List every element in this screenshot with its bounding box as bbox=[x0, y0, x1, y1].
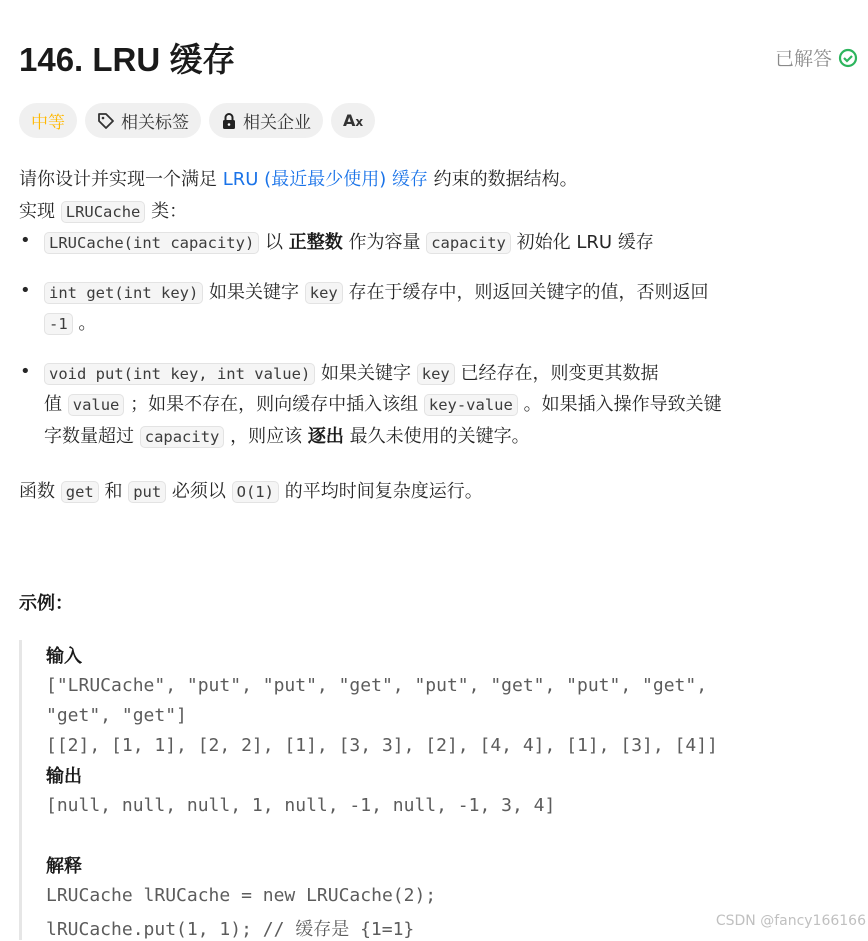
text-segment: key bbox=[417, 363, 455, 385]
solved-label: 已解答 bbox=[774, 48, 832, 70]
bullet-item bbox=[44, 362, 658, 386]
input-line: "get", "get"] bbox=[46, 705, 187, 726]
bullet-icon: • bbox=[20, 361, 31, 382]
translate-button[interactable] bbox=[331, 103, 375, 138]
explain-label: 解释 bbox=[46, 856, 82, 877]
bullet-item bbox=[44, 281, 709, 305]
text-segment: 如果关键字 bbox=[203, 282, 305, 303]
check-circle-icon bbox=[838, 48, 858, 68]
example-quote-border bbox=[19, 640, 22, 940]
example-heading: 示例： bbox=[19, 593, 73, 614]
text-segment: ，则应该 bbox=[224, 426, 308, 447]
companies-label: 相关企业 bbox=[243, 113, 311, 133]
difficulty-label: 中等 bbox=[31, 113, 65, 133]
text-segment: capacity bbox=[426, 232, 511, 254]
topics-tag-button[interactable] bbox=[85, 103, 201, 138]
tag-icon bbox=[97, 112, 115, 130]
text-segment: 必须以 bbox=[166, 481, 232, 502]
explain-line: LRUCache lRUCache = new LRUCache(2); bbox=[46, 885, 437, 906]
text-segment: O(1) bbox=[232, 481, 279, 503]
description-line bbox=[19, 168, 578, 192]
bullet-item bbox=[44, 231, 654, 255]
difficulty-badge bbox=[19, 103, 77, 138]
text-segment: 字数量超过 bbox=[44, 426, 140, 447]
text-segment: ；如果不存在，则向缓存中插入该组 bbox=[124, 394, 424, 415]
text-segment: put bbox=[128, 481, 166, 503]
text-segment: 实现 bbox=[19, 201, 61, 222]
text-segment: 正整数 bbox=[288, 232, 343, 253]
text-segment: 如果关键字 bbox=[315, 363, 417, 384]
text-segment: 最久未使用的关键字。 bbox=[343, 426, 530, 447]
tag-row bbox=[19, 103, 375, 138]
text-segment: 。 bbox=[72, 313, 97, 334]
text-segment: -1 bbox=[44, 313, 73, 335]
text-segment: 。如果插入操作导致关键 bbox=[517, 394, 722, 415]
output-label: 输出 bbox=[46, 766, 82, 787]
text-segment: 初始化 LRU 缓存 bbox=[510, 232, 654, 253]
companies-tag-button[interactable] bbox=[209, 103, 323, 138]
text-segment: 和 bbox=[98, 481, 129, 502]
solved-status bbox=[775, 44, 858, 71]
lock-icon bbox=[221, 112, 237, 130]
text-segment: 已经存在，则变更其数据 bbox=[454, 363, 659, 384]
description-line bbox=[19, 200, 187, 224]
bullet-icon: • bbox=[20, 280, 31, 301]
text-segment: int get(int key) bbox=[44, 282, 203, 304]
text-segment: get bbox=[61, 481, 99, 503]
topics-label: 相关标签 bbox=[121, 113, 189, 133]
text-segment: key-value bbox=[424, 394, 518, 416]
lru-link[interactable]: LRU (最近最少使用) 缓存 bbox=[222, 169, 428, 190]
text-segment: 值 bbox=[44, 394, 68, 415]
explain-line: lRUCache.put(1, 1); // 缓存是 {1=1} bbox=[46, 919, 415, 940]
text-segment: key bbox=[305, 282, 343, 304]
bullet-item-cont bbox=[44, 425, 530, 449]
bullet-icon: • bbox=[20, 230, 31, 251]
text-segment: 逐出 bbox=[307, 426, 344, 447]
input-label: 输入 bbox=[46, 646, 82, 667]
text-segment: 的平均时间复杂度运行。 bbox=[278, 481, 483, 502]
input-line: [[2], [1, 1], [2, 2], [1], [3, 3], [2], [4, 4], [1], [3], [4]] bbox=[46, 735, 718, 756]
text-segment: 存在于缓存中，则返回关键字的值，否则返回 bbox=[342, 282, 709, 303]
bullet-item-cont bbox=[44, 393, 722, 417]
text-segment: value bbox=[68, 394, 125, 416]
text-segment: 类： bbox=[145, 201, 188, 222]
translate-icon: Ax bbox=[343, 111, 364, 130]
text-segment: void put(int key, int value) bbox=[44, 363, 315, 385]
text-segment: LRUCache(int capacity) bbox=[44, 232, 259, 254]
text-segment: 作为容量 bbox=[342, 232, 427, 253]
input-line: ["LRUCache", "put", "put", "get", "put", "get", "put", "get", bbox=[46, 675, 708, 696]
text-segment: 函数 bbox=[19, 481, 61, 502]
complexity-line bbox=[19, 480, 483, 504]
text-segment: 约束的数据结构。 bbox=[427, 169, 578, 190]
watermark: CSDN @fancy166166 bbox=[715, 913, 866, 929]
text-segment: 请你设计并实现一个满足 bbox=[19, 169, 223, 190]
page-title: 146. LRU 缓存 bbox=[19, 41, 236, 78]
text-segment: capacity bbox=[140, 426, 225, 448]
text-segment: 以 bbox=[259, 232, 289, 253]
output-line: [null, null, null, 1, null, -1, null, -1, 3, 4] bbox=[46, 795, 556, 816]
bullet-item-cont bbox=[44, 312, 96, 336]
inline-code: LRUCache bbox=[61, 201, 146, 223]
